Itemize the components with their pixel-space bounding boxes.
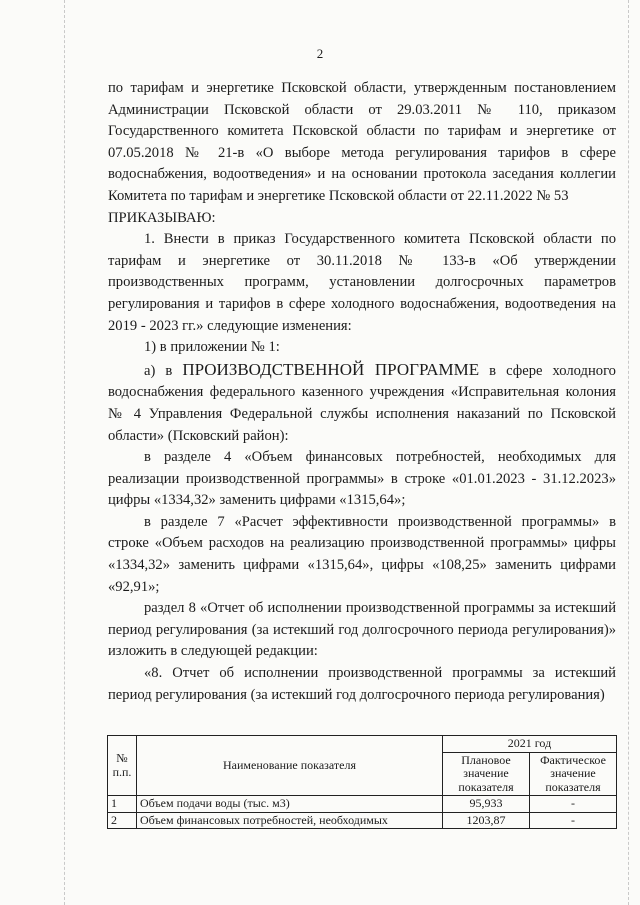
document-body <box>108 78 616 706</box>
header-year: 2021 год <box>443 736 617 753</box>
page-number: 2 <box>316 46 324 61</box>
table-header-row <box>108 736 617 753</box>
header-plan: Плановое значение показателя <box>443 752 530 796</box>
scan-artifact-left <box>64 0 66 905</box>
row-fact: - <box>530 812 617 829</box>
header-num: № п.п. <box>108 736 137 796</box>
paragraph-section-8: раздел 8 «Отчет об исполнении производственной программы за истекший период регулирования (за истекший год долгосрочного периода регулирования)» изложить в следующей редакции: <box>108 600 616 660</box>
row-plan: 95,933 <box>443 796 530 813</box>
table-row <box>108 812 617 829</box>
paragraph-section-4: в разделе 4 «Объем финансовых потребностей, необходимых для реализации производственной программы» в строке «01.01.2023 - 31.12.2023» цифры «1334,32» заменить цифрами «1315,64»; <box>108 449 616 509</box>
paragraph-report-heading: «8. Отчет об исполнении производственной программы за истекший период регулирования (за истекший год долгосрочного периода регулирования) <box>108 665 616 703</box>
paragraph-item-1: 1. Внести в приказ Государственного комитета Псковской области по тарифам и энергетике от 30.11.2018 № 133-в «Об утверждении производственных программ, установлении долгосрочных параметров регулирования и тарифов в сфере холодного водоснабжения, водоотведения на 2019 - 2023 гг.» следующие изменения: <box>108 231 616 334</box>
report-table <box>107 735 617 829</box>
paragraph-appendix: 1) в приложении № 1: <box>144 339 280 356</box>
row-plan: 1203,87 <box>443 812 530 829</box>
row-fact: - <box>530 796 617 813</box>
paragraph-program <box>108 359 616 447</box>
row-name: Объем подачи воды (тыс. м3) <box>137 796 443 813</box>
paragraph-section-7: в разделе 7 «Расчет эффективности производственной программы» в строке «Объем расходов на реализацию производственной программы» цифры «1334,32» заменить цифрами «1315,64», цифры «108,25» заменить цифрами «92,91»; <box>108 513 616 595</box>
paragraph-order-word: ПРИКАЗЫВАЮ: <box>108 209 216 226</box>
row-num: 1 <box>108 796 137 813</box>
row-num: 2 <box>108 812 137 829</box>
header-name: Наименование показателя <box>137 736 443 796</box>
paragraph-preamble: по тарифам и энергетике Псковской области, утвержденным постановлением Администрации Псковской области от 29.03.2011 № 110, приказом Государственного комитета Псковской области по тарифам и энергетике от 07.05.2018 № 21-в «О выборе метода регулирования тарифов в сфере водоснабжения, водоотведения» и на основании протокола заседания коллегии Комитета по тарифам и энергетике Псковской области от 22.11.2022 № 53 <box>108 80 616 204</box>
header-fact: Фактическое значение показателя <box>530 752 617 796</box>
scan-artifact-right <box>628 0 630 905</box>
table-row <box>108 796 617 813</box>
program-title: ПРОИЗВОДСТВЕННОЙ ПРОГРАММЕ <box>182 359 480 379</box>
row-name: Объем финансовых потребностей, необходимых <box>137 812 443 829</box>
program-prefix: а) в <box>144 362 183 379</box>
program-rest: в сфере холодного водоснабжения федерального казенного учреждения «Исправительная колония № 4 Управления Федеральной службы исполнения наказаний по Псковской области» (Псковский район): <box>108 362 616 444</box>
